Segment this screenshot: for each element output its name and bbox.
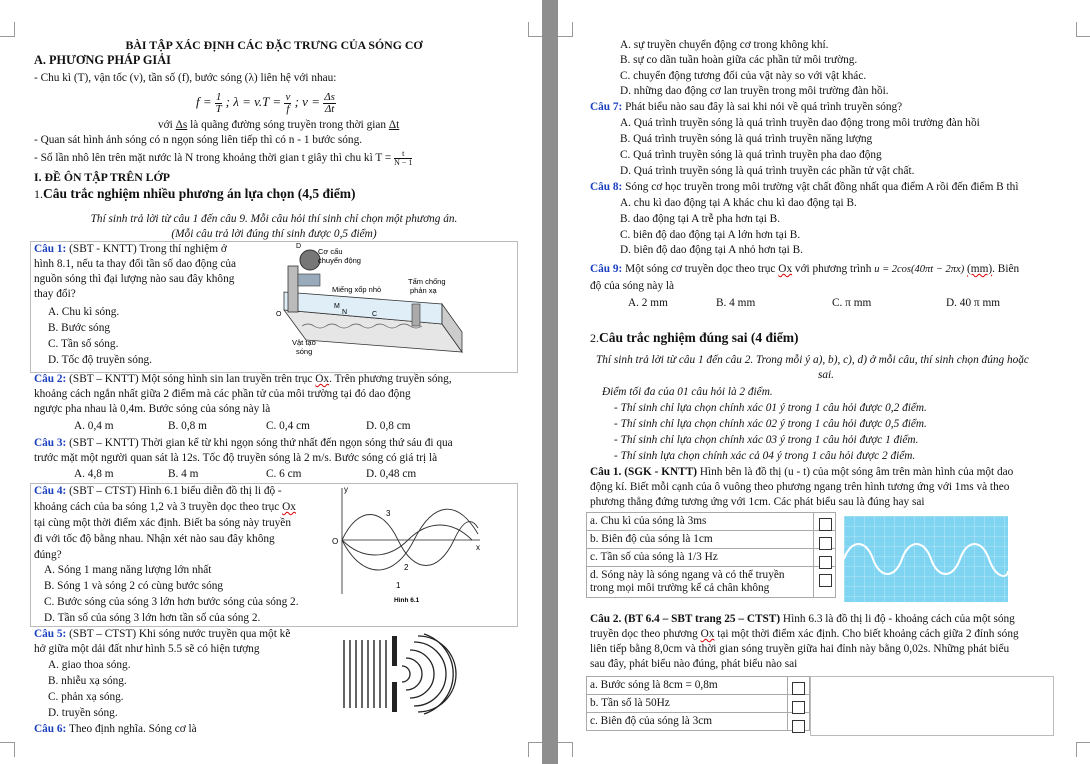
- option-a[interactable]: A. 4,8 m: [74, 468, 114, 480]
- option-a[interactable]: A. 0,4 m: [74, 420, 114, 432]
- question-text: ngược pha nhau là 0,4m. Bước sóng của sóng này là: [34, 403, 271, 415]
- checkbox[interactable]: [792, 701, 805, 714]
- formula: [196, 88, 336, 116]
- oscilloscope-screen: [844, 516, 1008, 602]
- fraction: $\frac{t}{N - 1}$: [394, 149, 413, 167]
- fig-label: O: [276, 311, 282, 318]
- instruction: (Mỗi câu trả lời đúng thí sinh được 0,5 điểm): [171, 228, 377, 240]
- rule: - Thí sinh chỉ lựa chọn chính xác 02 ý trong 1 câu hỏi được 0,5 điểm.: [614, 418, 927, 430]
- option-b[interactable]: B. 4 m: [168, 468, 199, 480]
- fig-label: D: [296, 243, 302, 250]
- checkbox[interactable]: [792, 682, 805, 695]
- checkbox[interactable]: [819, 537, 832, 550]
- crop-mark: [528, 22, 542, 37]
- option-a[interactable]: A. sự truyền chuyển động cơ trong không khí.: [620, 39, 829, 51]
- document-page-left: [0, 0, 542, 764]
- question-text: sau đây, phát biểu nào đúng, phát biểu nào sai: [590, 658, 798, 670]
- option-d[interactable]: D. 0,8 cm: [366, 420, 411, 432]
- ripple-tank-figure: [262, 240, 470, 368]
- option-b[interactable]: B. dao động tại A trễ pha hơn tại B.: [620, 213, 781, 225]
- formula-note: với Δs là quãng đường sóng truyền trong thời gian Δt: [158, 119, 400, 131]
- question-5: Câu 5: (SBT – CTST) Khi sóng nước truyền qua một kẽ: [34, 628, 291, 640]
- option-c[interactable]: C. π mm: [832, 297, 872, 309]
- rule: - Thí sinh chỉ lựa chọn chính xác 01 ý trong 1 câu hỏi được 0,2 điểm.: [614, 402, 927, 414]
- fraction: $\frac{v}{f}$: [285, 90, 291, 115]
- statement: c. Biên độ của sóng là 3cm: [587, 713, 788, 731]
- wave-label: 3: [386, 509, 391, 518]
- question-text: truyền dọc theo phương Ox tại một thời điểm xác định. Cho biết khoảng cách giữa 2 đỉnh sóng: [590, 628, 1019, 640]
- option-c[interactable]: C. 6 cm: [266, 468, 302, 480]
- tf-question-1: Câu 1. (SGK - KNTT) Hình bên là đồ thị (u - t) của một sóng âm trên màn hình của một dao: [590, 466, 1014, 478]
- question-text: hở giữa một dải đất như hình 5.5 sẽ có hiện tượng: [34, 643, 260, 655]
- question-text: động kí. Biết mỗi cạnh của ô vuông theo phương ngang trên hình tương ứng với 1ms và theo: [590, 481, 1010, 493]
- question-8: Câu 8: Sóng cơ học truyền trong môi trường vật chất đồng nhất qua điểm A rồi đến điểm B thì: [590, 181, 1019, 193]
- table-row: [587, 567, 836, 598]
- question-text: hình 8.1, nếu ta thay đổi tần số dao động của: [34, 258, 237, 270]
- option-c[interactable]: C. 0,4 cm: [266, 420, 310, 432]
- rule: - Thí sinh chỉ lựa chọn chính xác 03 ý trong 1 câu hỏi được 1 điểm.: [614, 434, 919, 446]
- option-d[interactable]: D. Tốc độ truyền sóng.: [48, 354, 152, 366]
- fig-label: Tấm chống: [408, 277, 446, 286]
- option-b[interactable]: B. 0,8 m: [168, 420, 207, 432]
- option-b[interactable]: B. sự co dãn tuần hoàn giữa các phần tử môi trường.: [620, 54, 858, 66]
- figure-placeholder: [810, 676, 1054, 736]
- option-b[interactable]: B. Quá trình truyền sóng là quá trình truyền năng lượng: [620, 133, 873, 145]
- table-row: [587, 531, 836, 549]
- question-text: tại cùng một thời điểm xác định. Biết ba sóng này truyền: [34, 517, 291, 529]
- formula-lambda: ; λ = v.T =: [225, 94, 282, 109]
- wave-graph-figure: [328, 484, 488, 604]
- option-d[interactable]: D. 0,48 cm: [366, 468, 417, 480]
- option-b[interactable]: B. nhiễu xạ sóng.: [48, 675, 127, 687]
- intro-text: - Chu kì (T), vận tốc (v), tần số (f), bước sóng (λ) liên hệ với nhau:: [34, 72, 337, 84]
- true-false-table: [586, 676, 810, 731]
- statement: d. Sóng này là sóng ngang và có thể truyền trong mọi môi trường kể cả chân không: [587, 567, 814, 598]
- observation-1: - Quan sát hình ảnh sóng có n ngọn sóng liên tiếp thì có n - 1 bước sóng.: [34, 134, 363, 146]
- option-d[interactable]: D. Quá trình truyền sóng là quá trình truyền các phần tử vật chất.: [620, 165, 915, 177]
- table-row: [587, 549, 836, 567]
- crop-mark: [558, 22, 573, 37]
- instruction: Thí sinh trả lời từ câu 1 đến câu 9. Mỗi câu hỏi thí sinh chỉ chọn một phương án.: [90, 213, 458, 225]
- option-d[interactable]: D. truyền sóng.: [48, 707, 118, 719]
- question-text: thay đổi?: [34, 288, 76, 300]
- option-d[interactable]: D. những dao động cơ lan truyền trong môi trường đàn hồi.: [620, 85, 889, 97]
- wave-label: 2: [404, 563, 409, 572]
- question-1: Câu 1: (SBT - KNTT) Trong thí nghiệm ở: [34, 243, 227, 255]
- question-text: nguồn sóng thì đại lượng nào sau đây không: [34, 273, 235, 285]
- diffraction-figure: [336, 630, 466, 718]
- part-2-title: 2.Câu trắc nghiệm đúng sai (4 điểm): [590, 330, 799, 345]
- table-row: [587, 695, 810, 713]
- option-a[interactable]: A. 2 mm: [628, 297, 668, 309]
- statement: c. Tần số của sóng là 1/3 Hz: [587, 549, 814, 567]
- section-heading: A. PHƯƠNG PHÁP GIẢI: [34, 53, 171, 67]
- origin-label: O: [332, 537, 339, 546]
- statement: a. Chu kì của sóng là 3ms: [587, 513, 814, 531]
- wave-label: 1: [396, 581, 401, 590]
- fig-label: Miếng xốp nhỏ: [332, 285, 382, 294]
- option-a[interactable]: A. Sóng 1 mang năng lượng lớn nhất: [44, 564, 212, 576]
- statement: b. Tần số là 50Hz: [587, 695, 788, 713]
- instruction: Thí sinh trả lời từ câu 1 đến câu 2. Trong mỗi ý a), b), c), d) ở mỗi câu, thí sinh chọn đúng hoặc: [596, 354, 1029, 366]
- figure-caption: Hình 6.1: [394, 597, 420, 604]
- option-c[interactable]: C. chuyển động tương đối của vật này so với vật khác.: [620, 70, 867, 82]
- question-9: Câu 9: Một sóng cơ truyền dọc theo trục Ox với phương trình u = 2cos(40πt − 2πx) (mm). Biên: [590, 263, 1020, 275]
- crop-mark: [558, 742, 573, 757]
- fig-label: N: [342, 309, 348, 316]
- question-4: Câu 4: (SBT – CTST) Hình 6.1 biểu diễn đồ thị li độ -: [34, 485, 282, 497]
- option-c[interactable]: C. Quá trình truyền sóng là quá trình truyền pha dao động: [620, 149, 882, 161]
- table-row: [587, 513, 836, 531]
- formula-v: ; v =: [294, 94, 320, 109]
- checkbox[interactable]: [819, 518, 832, 531]
- question-text: khoảng cách của ba sóng 1,2 và 3 truyền dọc theo trục Ox: [34, 501, 296, 513]
- fig-label: Cơ cấu: [318, 247, 343, 256]
- table-row: [587, 713, 810, 731]
- crop-mark: [0, 22, 15, 37]
- crop-mark: [1076, 22, 1090, 37]
- document-title: BÀI TẬP XÁC ĐỊNH CÁC ĐẶC TRƯNG CỦA SÓNG CƠ: [125, 38, 423, 52]
- option-d[interactable]: D. biên độ dao động tại A nhỏ hơn tại B.: [620, 244, 803, 256]
- crop-mark: [1076, 742, 1090, 757]
- option-b[interactable]: B. Bước sóng: [48, 322, 110, 334]
- question-7: Câu 7: Phát biểu nào sau đây là sai khi nói về quá trình truyền sóng?: [590, 101, 903, 113]
- fig-label: chuyển động: [318, 256, 361, 265]
- question-text: đúng?: [34, 549, 62, 561]
- question-3: Câu 3: (SBT – KNTT) Thời gian kể từ khi ngọn sóng thứ nhất đến ngọn sóng thứ sáu đi qua: [34, 437, 453, 449]
- checkbox[interactable]: [819, 574, 832, 587]
- table-row: [587, 677, 810, 695]
- formula-f: f =: [196, 94, 212, 109]
- option-d[interactable]: D. Tần số của sóng 3 lớn hơn tần số của sóng 2.: [44, 612, 261, 624]
- part-1-title: 1.Câu trắc nghiệm nhiều phương án lựa chọn (4,5 điểm): [34, 186, 356, 201]
- option-c[interactable]: C. phản xạ sóng.: [48, 691, 124, 703]
- question-text: đi với tốc độ bằng nhau. Nhận xét nào sau đây không: [34, 533, 275, 545]
- axis-label-y: y: [344, 485, 348, 494]
- option-a[interactable]: A. Chu kì sóng.: [48, 306, 120, 318]
- option-c[interactable]: C. Bước sóng của sóng 3 lớn hơn bước sóng của sóng 2.: [44, 596, 299, 608]
- observation-2: - Số lần nhô lên trên mặt nước là N trong khoảng thời gian t giây thì chu kì T = $\frac{t}{N - 1}$: [34, 149, 413, 167]
- question-2: Câu 2: (SBT – KNTT) Một sóng hình sin lan truyền trên trục Ox. Trên phương truyền sóng,: [34, 373, 452, 385]
- question-text: độ của sóng này là: [590, 280, 675, 292]
- option-d[interactable]: D. 40 π mm: [946, 297, 1001, 309]
- option-c[interactable]: C. biên độ dao động tại A lớn hơn tại B.: [620, 229, 801, 241]
- checkbox[interactable]: [792, 720, 805, 733]
- question-text: liên tiếp bằng 8,0cm và thời gian sóng truyền giữa hai đỉnh này bằng 0,02s. Những phát biểu: [590, 643, 1010, 655]
- crop-mark: [0, 742, 15, 757]
- option-a[interactable]: A. giao thoa sóng.: [48, 659, 131, 671]
- option-b[interactable]: B. Sóng 1 và sóng 2 có cùng bước sóng: [44, 580, 224, 592]
- fraction: $\frac{\Delta s}{\Delta t}$: [324, 90, 335, 115]
- tf-question-2: Câu 2. (BT 6.4 – SBT trang 25 – CTST) Hình 6.3 là đồ thị li độ - khoảng cách của một sóng: [590, 613, 1015, 625]
- statement: a. Bước sóng là 8cm = 0,8m: [587, 677, 788, 695]
- question-text: khoảng cách ngắn nhất giữa 2 điểm mà các phần tử của môi trường tại đó dao động: [34, 388, 411, 400]
- fig-label: sóng: [296, 347, 313, 356]
- tank: [284, 250, 462, 352]
- checkbox[interactable]: [819, 556, 832, 569]
- fraction: $\frac{1}{T}$: [215, 90, 222, 115]
- score-note: Điểm tối đa của 01 câu hỏi là 2 điểm.: [602, 386, 773, 398]
- document-page-right: [558, 0, 1090, 764]
- option-c[interactable]: C. Tần số sóng.: [48, 338, 119, 350]
- section-heading: I. ĐỀ ÔN TẬP TRÊN LỚP: [34, 170, 170, 184]
- question-text: trước mặt một người quan sát là 12s. Tốc độ truyền sóng là 2 m/s. Bước sóng có giá trị là: [34, 452, 438, 464]
- true-false-table: [586, 512, 836, 598]
- statement: b. Biên độ của sóng là 1cm: [587, 531, 814, 549]
- fig-label: Vật tạo: [292, 338, 316, 347]
- option-a[interactable]: A. Quá trình truyền sóng là quá trình truyền dao động trong môi trường đàn hồi: [620, 117, 980, 129]
- fig-label: C: [372, 311, 378, 318]
- fig-label: M: [334, 303, 340, 310]
- instruction: sai.: [817, 369, 834, 381]
- option-b[interactable]: B. 4 mm: [716, 297, 756, 309]
- question-text: phương thẳng đứng tương ứng với 1cm. Các phát biểu sau là đúng hay sai: [590, 496, 925, 508]
- axis-label-x: x: [476, 543, 480, 552]
- rule: - Thí sinh lựa chọn chính xác cả 04 ý trong 1 câu hỏi được 2 điểm.: [614, 450, 916, 462]
- question-6: Câu 6: Theo định nghĩa. Sóng cơ là: [34, 723, 197, 735]
- fig-label: phản xạ: [410, 286, 437, 295]
- option-a[interactable]: A. chu kì dao động tại A khác chu kì dao động tại B.: [620, 197, 857, 209]
- crop-mark: [528, 742, 542, 757]
